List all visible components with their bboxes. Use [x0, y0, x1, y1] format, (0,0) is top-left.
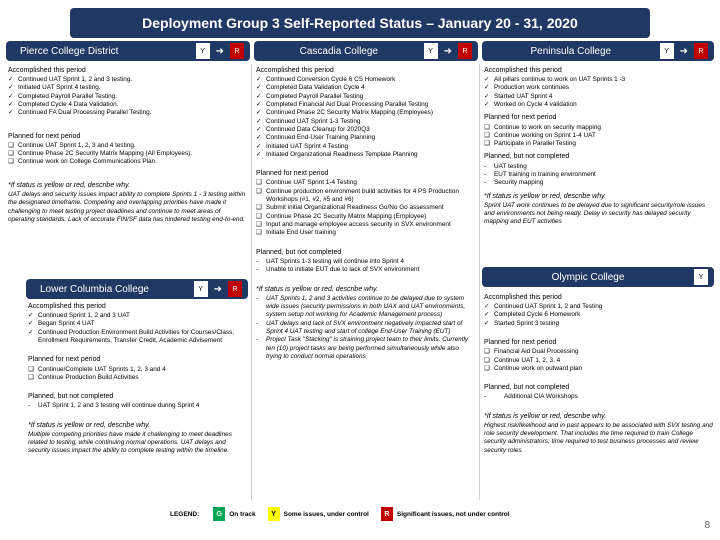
pierce-name: Pierce College District	[20, 45, 119, 57]
pierce-status-trend: R	[230, 43, 244, 59]
column-divider	[479, 64, 480, 500]
arrow-icon: ➜	[215, 45, 224, 57]
list-item: ✓ Completed Financial Aid Dual Processing Parallel Testing	[256, 101, 429, 109]
legend-item-yellow	[268, 507, 369, 521]
status-note: - UAT Sprints 1, 2 and 3 activities continue to be delayed due to system wide issues (security permissions in both UAX and UAT environments, system setup not working for Academic Management process)	[256, 294, 466, 319]
section-title: Accomplished this period	[484, 294, 562, 301]
box-icon: ❑	[256, 212, 262, 220]
list-item: ❑ Continue to work on security mapping	[484, 123, 601, 131]
olympic-name: Olympic College	[551, 271, 625, 283]
dash-icon: -	[484, 170, 487, 178]
list-item: ✓ Initiated Organizational Readiness Template Planning	[256, 151, 418, 159]
box-icon: ❑	[256, 204, 262, 212]
list-item: ❑ Continue working on Sprint 1-4 UAT	[484, 131, 596, 139]
check-icon: ✓	[256, 109, 262, 117]
list-item: ❑ Continue work on College Communications Plan.	[8, 158, 157, 166]
legend-text: Significant issues, not under control	[396, 510, 510, 518]
check-icon: ✓	[484, 92, 490, 100]
check-icon: ✓	[256, 151, 262, 159]
list-item: ✓ Continued Conversion Cycle 6 CS Homework	[256, 76, 396, 84]
box-icon: ❑	[484, 140, 490, 148]
list-item: ❑ Input and manage employee access security in SVX environment	[256, 221, 451, 229]
check-icon: ✓	[8, 76, 14, 84]
cascadia-name: Cascadia College	[299, 45, 378, 57]
legend-item-red	[381, 507, 510, 521]
box-icon: ❑	[484, 131, 490, 139]
dash-icon: -	[256, 336, 259, 344]
legend-text: Some issues, under control	[283, 510, 369, 518]
olympic-panel	[484, 293, 714, 455]
list-item: ✓ Continued Production Environment Build Activities for Courses/Class, Enrollment Requirements, Transfer Credit, Academic Advisement	[28, 328, 235, 345]
check-icon: ✓	[8, 92, 14, 100]
status-note: - Project Task "Stacking" is straining project team to their limits. Currently ten (10) project tasks are being performed simultaneously while also trying to conduct normal operations	[256, 336, 469, 360]
section-title: Planned for next period	[484, 339, 557, 347]
box-icon: ❑	[28, 365, 34, 373]
list-item: ✓ Completed Cycle 4 Data Validation.	[8, 101, 119, 109]
dash-icon: -	[484, 393, 487, 401]
list-item: ❑ Continue UAT 1, 2, 3, 4	[484, 356, 561, 364]
legend-swatch-yellow: Y	[268, 507, 280, 521]
list-item: ✓ Continued Sprint 1, 2 and 3 UAT	[28, 312, 130, 320]
list-item: ✓ Completed Payroll Parallel Testing	[256, 92, 364, 100]
list-item: ✓ Production work continues	[484, 84, 569, 92]
list-item: ✓ Started Sprint 3 testing	[484, 319, 560, 327]
note-title: *If status is yellow or red, describe why.	[28, 421, 151, 429]
list-item: - Additional CIA Workshops	[484, 393, 578, 401]
section-title: Planned for next period	[484, 114, 557, 122]
list-item: - Security mapping	[484, 179, 544, 187]
check-icon: ✓	[256, 101, 262, 109]
list-item: ❑ Financial Aid Dual Processing	[484, 348, 579, 356]
olympic-header	[482, 267, 714, 287]
box-icon: ❑	[484, 348, 490, 356]
check-icon: ✓	[484, 303, 490, 311]
note-title: *If status is yellow or red, describe why.	[484, 192, 607, 200]
box-icon: ❑	[256, 179, 262, 187]
list-item: - UAT testing	[484, 162, 527, 170]
list-item: ❑ Continue UAT Sprint 1, 2, 3 and 4 testing.	[8, 141, 136, 149]
dash-icon: -	[256, 319, 259, 327]
box-icon: ❑	[8, 158, 14, 166]
list-item: ✓ Continued Data Cleanup for 2020Q3	[256, 126, 370, 134]
list-item: ✓ Continued UAT Sprint 1, 2 and Testing	[484, 303, 603, 311]
check-icon: ✓	[484, 84, 490, 92]
box-icon: ❑	[8, 141, 14, 149]
page-title: Deployment Group 3 Self-Reported Status – January 20 - 31, 2020	[70, 8, 650, 38]
list-item: ✓ Continued UAT Sprint 1, 2 and 3 testing.	[8, 76, 133, 84]
lower-columbia-panel	[28, 302, 248, 456]
lower-columbia-header	[26, 279, 248, 299]
section-title: Planned for next period	[8, 132, 81, 140]
legend-swatch-green: G	[213, 507, 225, 521]
accomplished-list	[8, 76, 248, 118]
legend-text: On track	[229, 510, 256, 518]
section-title: Planned, but not completed	[28, 393, 114, 401]
list-item: ❑ Continue Phase 2C Security Matrix Mapping (All Employees).	[8, 150, 193, 158]
list-item: - Unable to initiate EUT due to lack of SVX environment	[256, 266, 420, 274]
dash-icon: -	[256, 294, 259, 302]
status-note: Highest risk/likelihood and in past appears to be associated with SVX testing and role security development. That includes the time required to train College security administrators; time required to test business processes and review security roles	[484, 421, 713, 454]
cascadia-status-trend: R	[458, 43, 472, 59]
cascadia-status-current: Y	[424, 43, 438, 59]
list-item: ✓ Started UAT Sprint 4	[484, 92, 553, 100]
check-icon: ✓	[8, 84, 14, 92]
box-icon: ❑	[484, 123, 490, 131]
olympic-status-current: Y	[694, 269, 708, 285]
dash-icon: -	[256, 266, 259, 274]
section-title: Accomplished this period	[8, 67, 86, 74]
check-icon: ✓	[256, 92, 262, 100]
lower-columbia-status-current: Y	[194, 281, 208, 297]
arrow-icon: ➜	[443, 45, 452, 57]
arrow-icon: ➜	[213, 283, 222, 295]
dash-icon: -	[484, 179, 487, 187]
pierce-panel	[8, 66, 248, 224]
peninsula-status-current: Y	[660, 43, 674, 59]
check-icon: ✓	[256, 142, 262, 150]
status-note: Sprint UAT work continues to be delayed due to significant security/role issues and environments not being ready. Delay in security has delayed security mapping and EUT activities	[484, 201, 706, 226]
list-item: ✓ Continued End-User Training Planning	[256, 134, 376, 142]
list-item: ❑ Continue work on outward plan	[484, 364, 583, 372]
peninsula-status-trend: R	[694, 43, 708, 59]
list-item: ❑ Submit initial Organizational Readiness Go/No Go assessment	[256, 204, 444, 212]
status-note: - UAT delays and lack of SVX environment negatively impacted start of Sprint 4 UAT testing and start of college End-User Training (EUT)	[256, 319, 463, 335]
box-icon: ❑	[8, 150, 14, 158]
lower-columbia-status-trend: R	[228, 281, 242, 297]
check-icon: ✓	[256, 134, 262, 142]
list-item: - UAT Sprint 1, 2 and 3 testing will continue during Sprint 4	[28, 402, 200, 410]
pierce-header	[6, 41, 250, 61]
column-divider	[251, 64, 252, 500]
list-item: ❑ Continue UAT Sprint 1-4 Testing	[256, 179, 357, 187]
check-icon: ✓	[8, 109, 14, 117]
page-number: 8	[704, 520, 710, 531]
list-item: ❑ Initiate End User training	[256, 229, 336, 237]
dash-icon: -	[256, 257, 259, 265]
box-icon: ❑	[256, 187, 262, 195]
check-icon: ✓	[484, 319, 490, 327]
list-item: ✓ Continued Phase 2C Security Matrix Mapping (Employees)	[256, 109, 433, 117]
note-title: *If status is yellow or red, describe why.	[256, 285, 379, 293]
dash-icon: -	[484, 162, 487, 170]
list-item: ✓ Completed Payroll Parallel Testing.	[8, 92, 117, 100]
list-item: ❑ Continue production environment build activities for 4 PS Production Workshops (#1, #2, #5 and #6)	[256, 187, 459, 204]
list-item: ✓ Initiated UAT Sprint 4 testing.	[8, 84, 101, 92]
box-icon: ❑	[484, 356, 490, 364]
list-item: ❑ Continue Production Build Activities	[28, 373, 139, 381]
box-icon: ❑	[484, 364, 490, 372]
list-item: - UAT Sprints 1-3 testing will continue into Sprint 4	[256, 257, 404, 265]
list-item: ✓ Initiated UAT Sprint 4 Testing	[256, 142, 349, 150]
arrow-icon: ➜	[679, 45, 688, 57]
section-title: Accomplished this period	[28, 303, 106, 310]
cascadia-header	[254, 41, 478, 61]
lower-columbia-name: Lower Columbia College	[40, 283, 149, 295]
peninsula-name: Peninsula College	[530, 45, 612, 57]
check-icon: ✓	[28, 312, 34, 320]
pierce-status-current: Y	[196, 43, 210, 59]
check-icon: ✓	[256, 76, 262, 84]
peninsula-panel	[484, 66, 714, 227]
list-item: ✓ All pillars continue to work on UAT Sprints 1 -3	[484, 76, 626, 84]
legend-label: LEGEND:	[170, 510, 200, 518]
check-icon: ✓	[484, 311, 490, 319]
list-item: ❑ Participate in Parallel Testing	[484, 140, 576, 148]
list-item: ✓ Began Sprint 4 UAT	[28, 320, 95, 328]
list-item: ✓ Completed Data Validation Cycle 4	[256, 84, 365, 92]
note-title: *If status is yellow or red, describe why.	[8, 181, 131, 189]
list-item: ✓ Continued FA Dual Processing Parallel Testing.	[8, 109, 152, 117]
list-item: ✓ Worked on Cycle 4 validation	[484, 101, 577, 109]
status-note: Multiple competing priorities have made it challenging to meet deadlines related to testing, while continuing normal operations. UAT delays and security issues impact the ability to complete testing within the timeline.	[28, 430, 232, 455]
list-item: ✓ Completed Cycle 6 Homework	[484, 311, 581, 319]
check-icon: ✓	[484, 76, 490, 84]
check-icon: ✓	[256, 84, 262, 92]
section-title: Accomplished this period	[256, 67, 334, 74]
section-title: Planned for next period	[256, 170, 329, 178]
legend-item-green	[213, 507, 255, 521]
box-icon: ❑	[256, 229, 262, 237]
dash-icon: -	[28, 402, 31, 410]
legend-swatch-red: R	[381, 507, 393, 521]
section-title: Accomplished this period	[484, 67, 562, 74]
check-icon: ✓	[28, 328, 34, 336]
box-icon: ❑	[256, 221, 262, 229]
check-icon: ✓	[256, 117, 262, 125]
list-item: ❑ Continue Phase 2C Security Matrix Mapping (Employee)	[256, 212, 427, 220]
section-title: Planned, but not completed	[484, 153, 570, 161]
list-item: - EUT training in training environment	[484, 170, 596, 178]
section-title: Planned for next period	[28, 356, 101, 364]
list-item: ❑ Continue/Complete UAT Sprints 1, 2, 3 and 4	[28, 365, 166, 373]
note-title: *If status is yellow or red, describe why.	[484, 412, 607, 420]
section-title: Planned, but not completed	[484, 384, 570, 392]
peninsula-header	[482, 41, 714, 61]
check-icon: ✓	[484, 101, 490, 109]
status-note: UAT delays and security issues impact ability to complete Sprints 1 - 3 testing within the designated timeframe. Competing and overlapping priorities have made it challenging to meet testing project deadlines and continue to meet areas of operating standards. Lack of accurate FIN/SF data has hindered testing end-to-end.	[8, 190, 246, 223]
check-icon: ✓	[256, 126, 262, 134]
check-icon: ✓	[8, 101, 14, 109]
cascadia-panel	[256, 66, 476, 361]
box-icon: ❑	[28, 373, 34, 381]
list-item: ✓ Continued UAT Sprint 1-3 Testing	[256, 117, 361, 125]
section-title: Planned, but not completed	[256, 248, 342, 256]
check-icon: ✓	[28, 320, 34, 328]
legend	[170, 506, 590, 522]
